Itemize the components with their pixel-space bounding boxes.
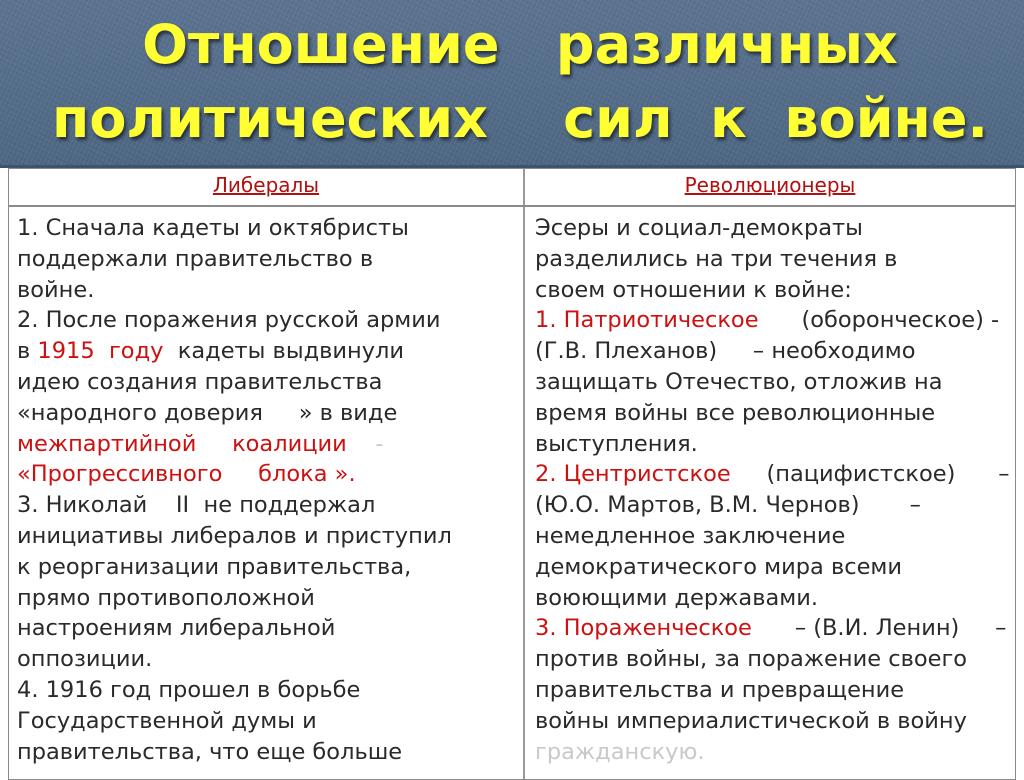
- text-line: правительства и превращение: [535, 676, 905, 703]
- text-line: войны империалистической в войну: [535, 707, 967, 734]
- column-header-revolutionaries: Революционеры: [684, 173, 856, 197]
- text-fragment: (оборонческое) -: [758, 307, 1000, 334]
- text-fragment: (пацифистское) –: [730, 461, 1010, 488]
- highlight-progressive-bloc: «Прогрессивного блока ».: [17, 461, 356, 488]
- highlight-coalition: межпартийной коалиции: [17, 430, 347, 457]
- faded-dash: -: [346, 430, 384, 457]
- text-line: время войны все революционные: [535, 399, 936, 426]
- text-line: выступления.: [535, 430, 698, 457]
- text-fragment: кадеты выдвинули: [163, 338, 405, 365]
- revolutionaries-cell: [535, 213, 1013, 767]
- text-line: (Г.В. Плеханов) – необходимо: [535, 338, 916, 365]
- text-line: 3. Николай II не поддержал: [17, 492, 376, 519]
- liberals-cell: [17, 213, 517, 767]
- header-divider: [9, 205, 1015, 207]
- text-fragment: – (В.И. Ленин) –: [751, 615, 1007, 642]
- text-line: против войны, за поражение своего: [535, 646, 968, 673]
- text-line: Государственной думы и: [17, 707, 317, 734]
- text-line: «народного доверия » в виде: [17, 399, 398, 426]
- text-line: настроениям либеральной: [17, 615, 336, 642]
- text-line: 4. 1916 год прошел в борьбе: [17, 676, 361, 703]
- text-line: инициативы либералов и приступил: [17, 522, 452, 549]
- highlight-patriotic: 1. Патриотическое: [535, 307, 759, 334]
- text-line: идею создания правительства: [17, 368, 383, 395]
- highlight-defeatist: 3. Пораженческое: [535, 615, 752, 642]
- highlight-centrist: 2. Центристское: [535, 461, 731, 488]
- comparison-table: [8, 168, 1016, 780]
- text-line: (Ю.О. Мартов, В.М. Чернов) –: [535, 492, 921, 519]
- text-line: 1. Сначала кадеты и октябристы: [17, 215, 409, 241]
- column-header-liberals: Либералы: [212, 173, 320, 197]
- slide-title-line-2: политических сил к войне.: [52, 87, 988, 150]
- text-line: [535, 459, 1013, 490]
- text-line: 2. После поражения русской армии: [17, 307, 441, 334]
- text-line: Эсеры и социал-демократы: [535, 215, 863, 241]
- text-line: прямо противоположной: [17, 584, 315, 611]
- text-line: разделились на три течения в: [535, 245, 898, 272]
- text-line: немедленное заключение: [535, 522, 846, 549]
- text-line: поддержали правительство в: [17, 245, 374, 272]
- text-line: [17, 336, 517, 367]
- text-line: войне.: [17, 276, 95, 303]
- highlight-1915: 1915 году: [37, 338, 164, 365]
- text-line: правительства, что еще больше: [17, 738, 403, 765]
- column-divider: [523, 169, 525, 779]
- title-banner: [0, 0, 1024, 168]
- text-fragment: в: [17, 338, 38, 365]
- text-line: защищать Отечество, отложив на: [535, 368, 943, 395]
- text-line: [535, 305, 1013, 336]
- text-line: [17, 429, 517, 460]
- text-line-faded: гражданскую.: [535, 738, 705, 765]
- text-line: воюющими державами.: [535, 584, 819, 611]
- text-line: демократического мира всеми: [535, 553, 903, 580]
- text-line: [535, 613, 1013, 644]
- text-line: своем отношении к войне:: [535, 276, 852, 303]
- text-line: оппозиции.: [17, 646, 153, 673]
- slide-title-line-1: Отношение различных: [142, 13, 898, 76]
- text-line: к реорганизации правительства,: [17, 553, 412, 580]
